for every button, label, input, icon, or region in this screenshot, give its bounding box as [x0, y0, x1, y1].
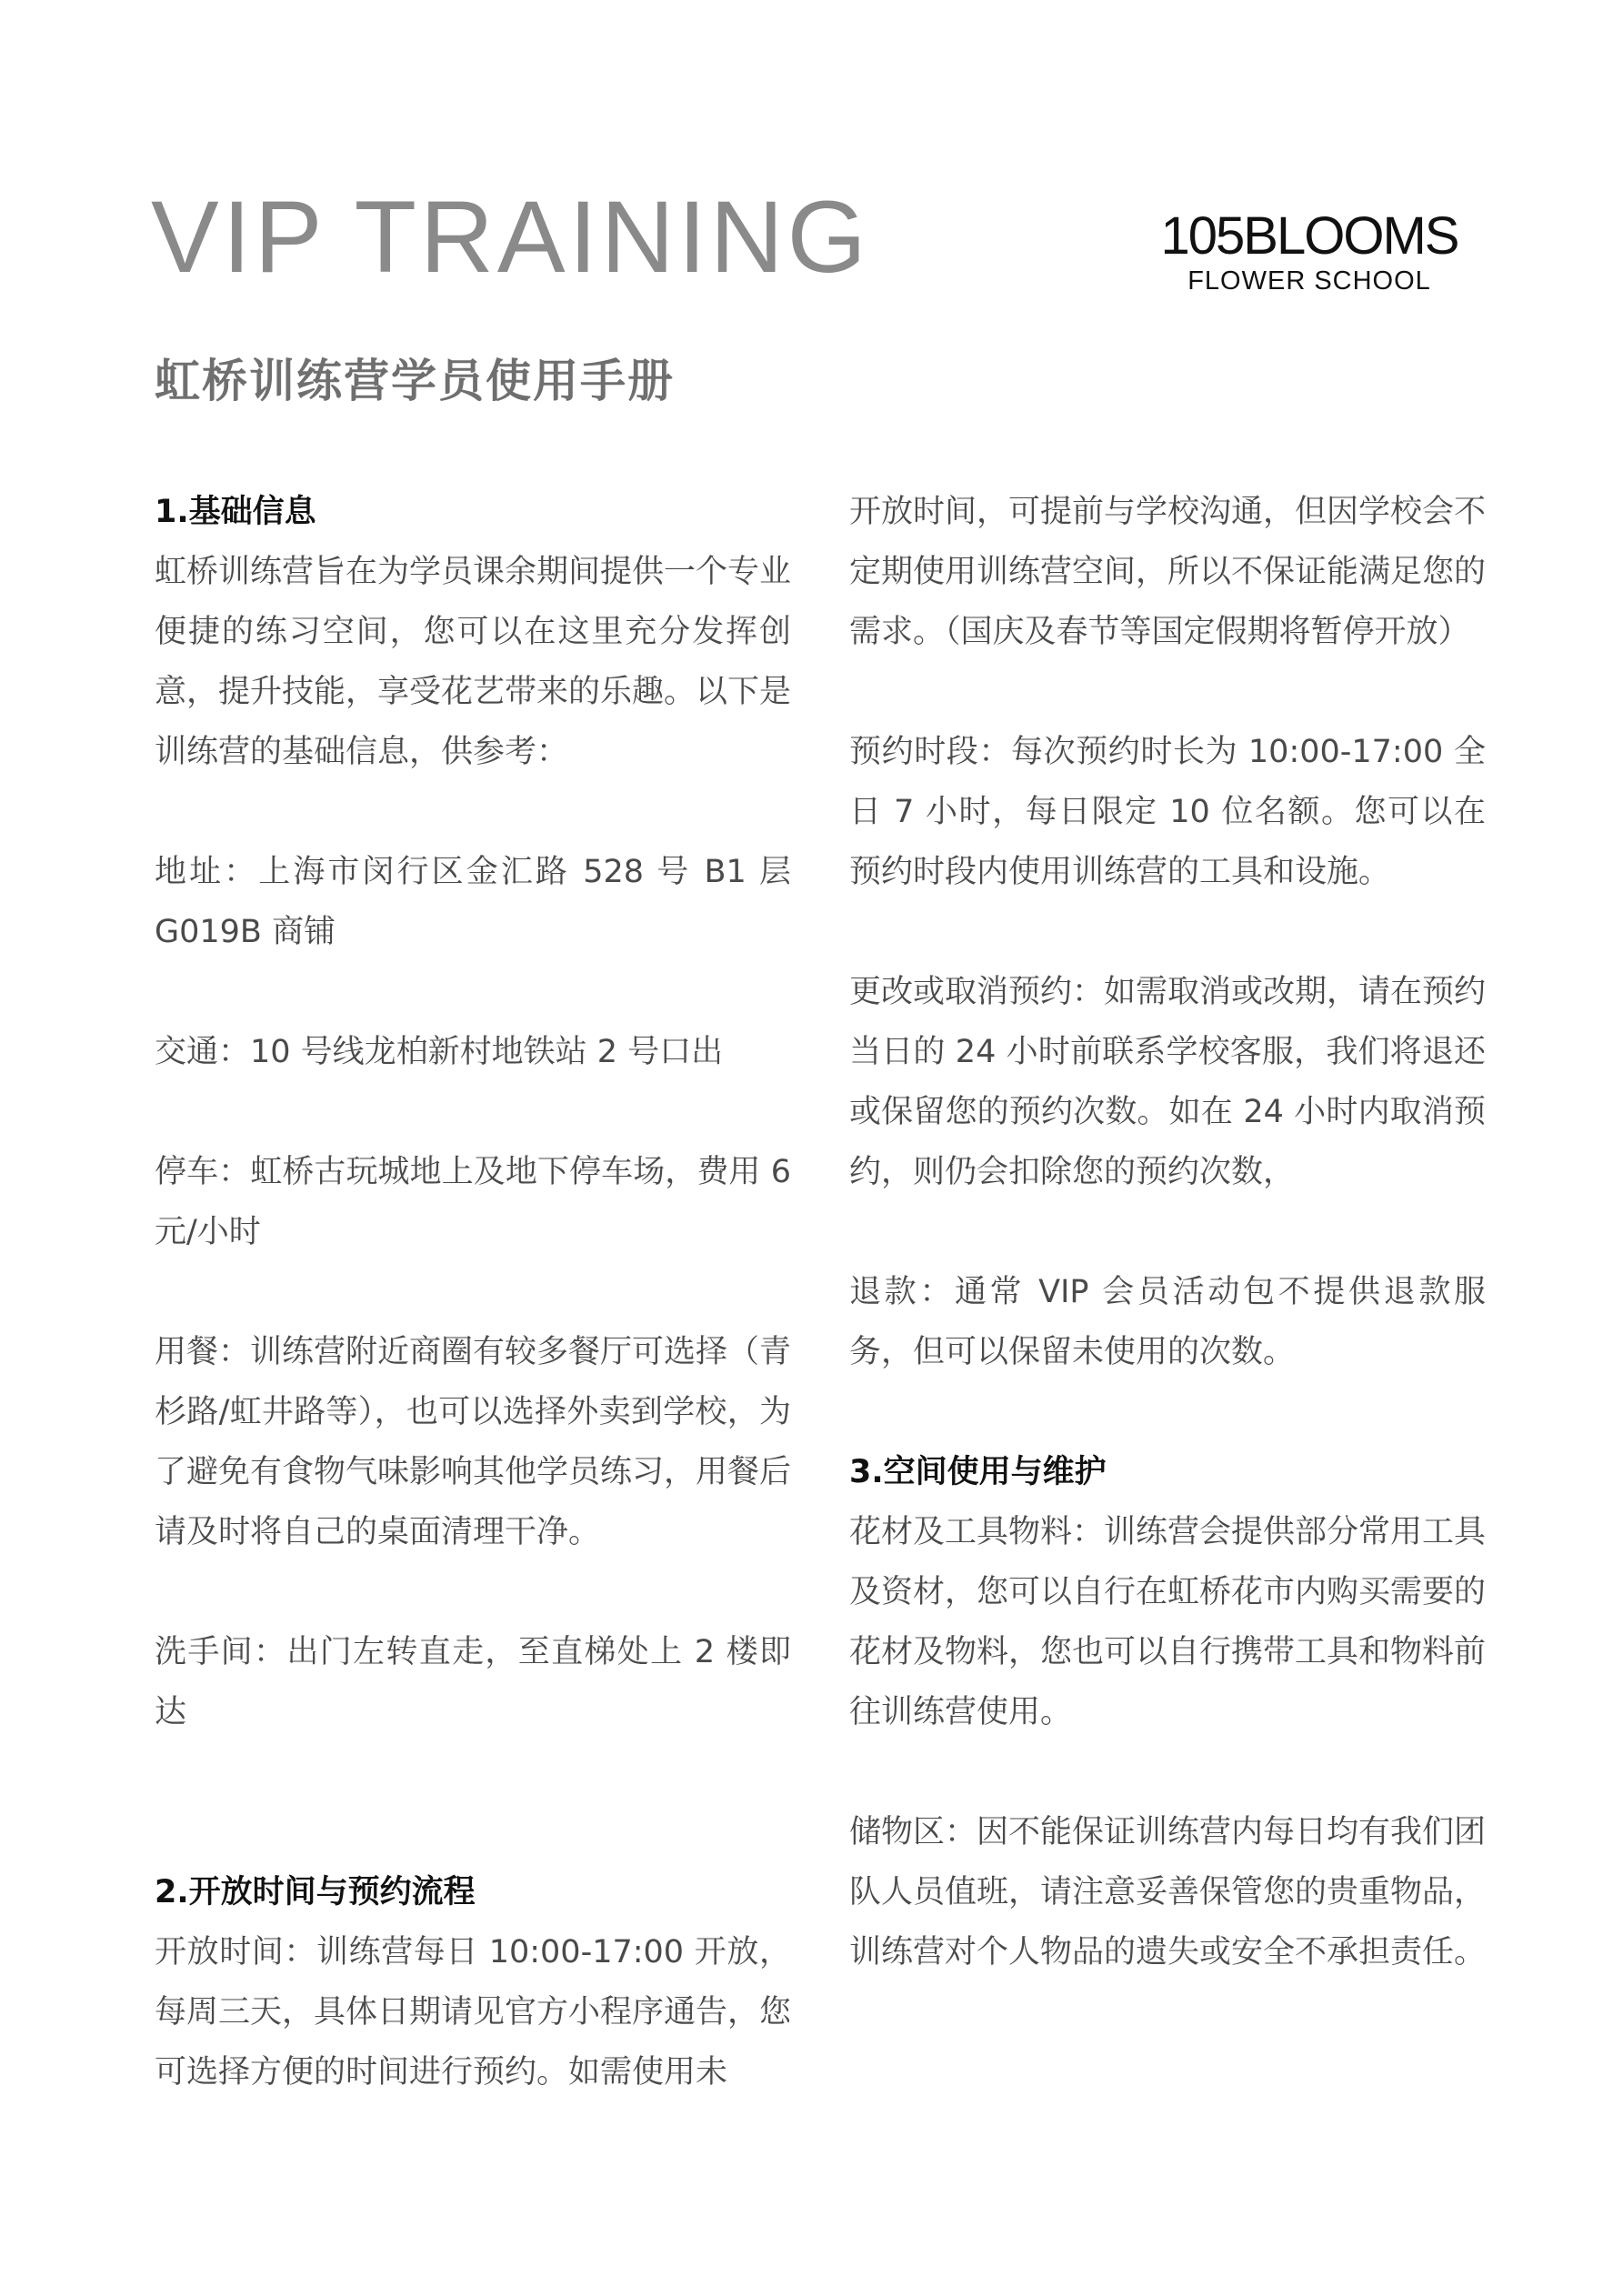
dining-paragraph: 用餐：训练营附近商圈有较多餐厅可选择（青杉路/虹井路等），也可以选择外卖到学校，为了避免有食物气味影响其他学员练习，用餐后请及时将自己的桌面清理干净。 [155, 1334, 792, 1550]
document-subtitle: 虹桥训练营学员使用手册 [155, 355, 675, 407]
left-column [155, 482, 791, 2102]
open-hours-paragraph: 开放时间：训练营每日 10:00-17:00 开放，每周三天，具体日期请见官方小程序通告，您可选择方便的时间进行预约。如需使用未 [155, 1934, 792, 2090]
refund-paragraph: 退款：通常 VIP 会员活动包不提供退款服务，但可以保留未使用的次数。 [849, 1274, 1486, 1370]
parking-paragraph: 停车：虹桥古玩城地上及地下停车场，费用 6 元/小时 [155, 1154, 791, 1250]
transport-paragraph: 交通：10 号线龙柏新村地铁站 2 号口出 [155, 1034, 724, 1070]
page-title: VIP TRAINING [151, 180, 870, 294]
change-cancel-paragraph: 更改或取消预约：如需取消或改期，请在预约当日的 24 小时前联系学校客服，我们将退还或保留您的预约次数。如在 24 小时内取消预约，则仍会扣除您的预约次数， [849, 974, 1487, 1190]
section-heading-space-use: 3.空间使用与维护 [849, 1454, 1107, 1490]
logo-tagline: FLOWER SCHOOL [1187, 266, 1431, 296]
intro-paragraph: 虹桥训练营旨在为学员课余期间提供一个专业便捷的练习空间，您可以在这里充分发挥创意，提升技能，享受花艺带来的乐趣。以下是训练营的基础信息，供参考： [155, 554, 792, 770]
right-column [849, 482, 1486, 1982]
section-heading-hours-booking: 2.开放时间与预约流程 [155, 1874, 476, 1910]
restroom-paragraph: 洗手间：出门左转直走，至直梯处上 2 楼即达 [155, 1634, 791, 1730]
section-heading-basic-info: 1.基础信息 [155, 494, 316, 530]
materials-paragraph: 花材及工具物料：训练营会提供部分常用工具及资材，您可以自行在虹桥花市内购买需要的花材及物料，您也可以自行携带工具和物料前往训练营使用。 [849, 1514, 1487, 1730]
storage-paragraph: 储物区：因不能保证训练营内每日均有我们团队人员值班，请注意妥善保管您的贵重物品，训练营对个人物品的遗失或安全不承担责任。 [849, 1814, 1487, 1970]
logo-wordmark: 105BLOOMS [1160, 206, 1458, 266]
booking-slot-paragraph: 预约时段：每次预约时长为 10:00-17:00 全日 7 小时，每日限定 10 位名额。您可以在预约时段内使用训练营的工具和设施。 [849, 734, 1486, 890]
address-paragraph: 地址：上海市闵行区金汇路 528 号 B1 层 G019B 商铺 [155, 854, 791, 950]
brand-logo [1141, 207, 1478, 296]
open-hours-continued-paragraph: 开放时间，可提前与学校沟通，但因学校会不定期使用训练营空间，所以不保证能满足您的需求。（国庆及春节等国定假期将暂停开放） [849, 494, 1487, 650]
